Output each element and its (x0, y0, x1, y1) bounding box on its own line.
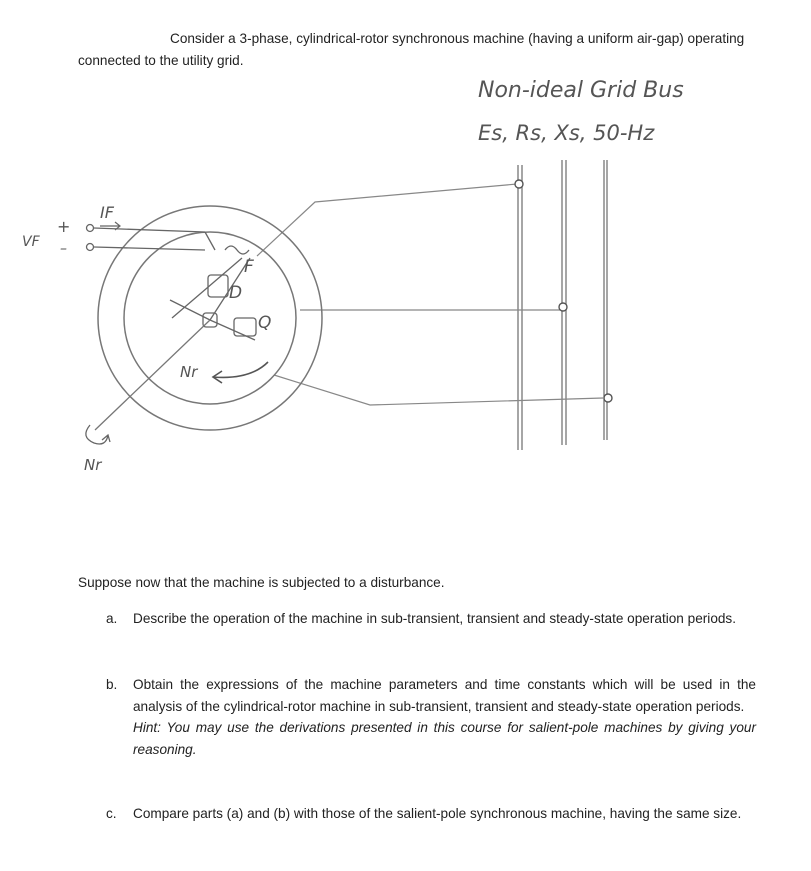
machine-stator (98, 206, 322, 430)
f-winding-label: F (244, 257, 254, 277)
d-winding-label: D (229, 283, 243, 303)
intro-paragraph: Consider a 3-phase, cylindrical-rotor synchronous machine (having a uniform air-gap) operating connected to the utility grid. (78, 30, 745, 68)
question-a-letter: a. (106, 611, 118, 626)
nr-outer-label: Nr (84, 456, 102, 474)
vf-label: VF (22, 234, 40, 250)
question-b-hint: Hint: You may use the derivations presented in this course for salient-pole machines by giving your reasoning. (133, 720, 756, 757)
question-c-letter: c. (106, 806, 117, 821)
question-a-text: Describe the operation of the machine in sub-transient, transient and steady-state operation periods. (133, 611, 737, 626)
question-b-letter: b. (106, 677, 118, 692)
q-winding-label: Q (258, 313, 272, 333)
bus-title: Non-ideal Grid Bus (478, 78, 684, 103)
field-terminals (87, 225, 216, 251)
question-a (106, 608, 756, 630)
minus-sign: – (60, 241, 67, 257)
if-label: IF (100, 203, 114, 222)
question-b (106, 674, 756, 760)
bus-params: Es, Rs, Xs, 50-Hz (478, 121, 655, 145)
bus-taps (515, 180, 612, 402)
question-b-text: Obtain the expressions of the machine parameters and time constants which will be used in the analysis of the cylindrical-rotor machine in sub-transient, transient and steady-state operation periods. (133, 677, 756, 714)
rotation-arrow (213, 362, 268, 383)
plus-sign: + (57, 217, 71, 236)
machine-diagram (0, 60, 811, 490)
question-c (106, 803, 756, 825)
question-c-text: Compare parts (a) and (b) with those of the salient-pole synchronous machine, having the same size. (133, 806, 742, 821)
disturbance-statement: Suppose now that the machine is subjected to a disturbance. (78, 575, 445, 590)
nr-inner-label: Nr (180, 363, 198, 381)
